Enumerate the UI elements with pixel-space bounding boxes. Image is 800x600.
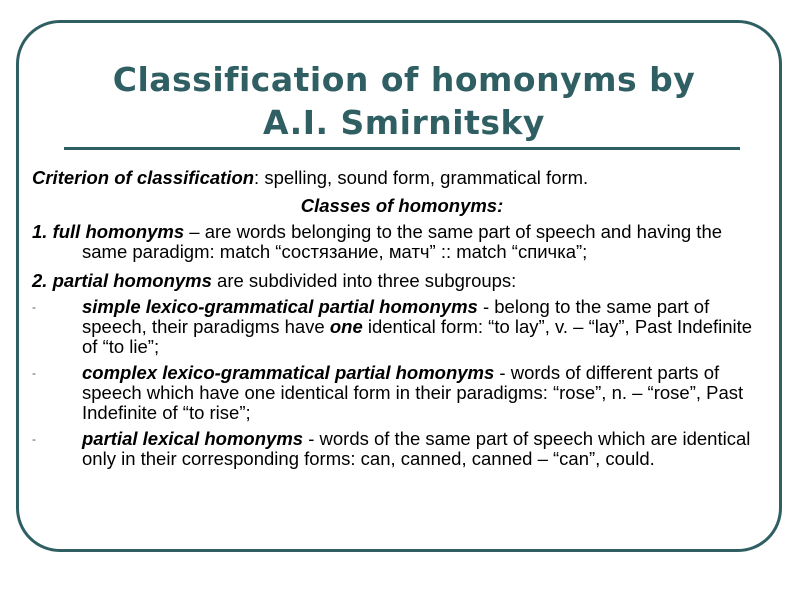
- title-line-2: A.I. Smirnitsky: [263, 103, 545, 142]
- subgroup-text: - words of different parts of speech which have one identical form in their paradigms: “rose”, n. – “rose”, Past Indefinite of “to rise”;: [82, 362, 744, 423]
- title-line-1: Classification of homonyms by: [112, 60, 696, 99]
- dash-bullet: -: [32, 432, 36, 446]
- subgroup-label: simple lexico-grammatical partial homonyms: [82, 296, 478, 317]
- full-homonyms-text: – are words belonging to the same part of speech and having the same paradigm: match “состязание, матч” :: match “спичка”;: [82, 221, 723, 262]
- subgroup-label: complex lexico-grammatical partial homonyms: [82, 362, 495, 383]
- subgroup-text: identical form: “to lay”, v. – “lay”, Past Indefinite of “to lie”;: [82, 316, 753, 357]
- subgroup-emphasis: one: [329, 316, 363, 337]
- subgroup-item: [32, 429, 772, 469]
- slide-title: [64, 58, 744, 144]
- subgroup-text: - words of the same part of speech which are identical only in their corresponding forms: can, canned, canned – “can”, could.: [82, 428, 751, 469]
- full-homonyms-paragraph: [32, 222, 772, 262]
- subgroup-label: partial lexical homonyms: [82, 428, 304, 449]
- partial-homonyms-text: are subdivided into three subgroups:: [211, 270, 517, 291]
- subgroup-text: - belong to the same part of speech, their paradigms have: [82, 296, 710, 337]
- slide-body: [32, 168, 772, 475]
- dash-bullet: -: [32, 366, 36, 380]
- criterion-label: Criterion of classification: [32, 167, 255, 188]
- criterion-text: : spelling, sound form, grammatical form.: [254, 167, 589, 188]
- dash-bullet: -: [32, 300, 36, 314]
- criterion-paragraph: [32, 168, 772, 188]
- title-divider: [64, 147, 740, 150]
- subgroup-item: [32, 363, 772, 423]
- partial-homonyms-label: 2. partial homonyms: [32, 270, 212, 291]
- full-homonyms-label: 1. full homonyms: [32, 221, 185, 242]
- classes-heading: Classes of homonyms:: [300, 195, 504, 216]
- partial-homonyms-paragraph: [32, 271, 772, 291]
- subgroup-item: [32, 297, 772, 357]
